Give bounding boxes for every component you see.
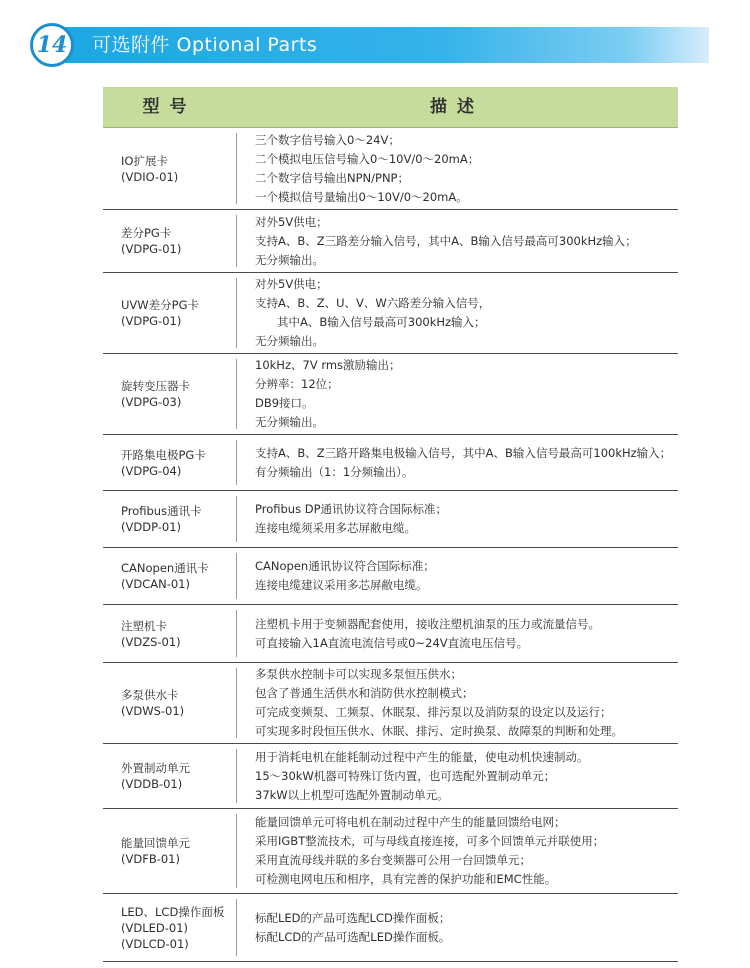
model-code: (VDCAN-01) [121, 577, 190, 591]
model-name: 开路集电极PG卡 [121, 447, 206, 462]
model-name: 注塑机卡 [121, 618, 167, 633]
description-line: 可检测电网电压和相序，具有完善的保护功能和EMC性能。 [255, 872, 557, 886]
model-code: (VDPG-03) [121, 395, 182, 409]
model-cell [103, 663, 236, 743]
table-row [103, 548, 678, 605]
model-code: (VDPG-01) [121, 314, 182, 328]
description-cell [236, 553, 678, 599]
model-code: (VDDP-01) [121, 520, 182, 534]
description-line: 可完成变频泵、工频泵、休眠泵、排污泵以及消防泵的设定以及运行； [255, 705, 612, 719]
description-line: 无分频输出。 [255, 252, 324, 267]
section-title: 可选附件 Optional Parts [92, 34, 318, 56]
description-cell [236, 278, 678, 348]
description-cell [236, 610, 678, 657]
description-line: 包含了普通生活供水和消防供水控制模式； [255, 686, 474, 700]
description-line: 有分频输出（1：1分频输出）。 [255, 464, 414, 479]
model-cell [103, 744, 236, 808]
model-cell [103, 273, 236, 353]
model-cell [103, 894, 236, 961]
description-line: Profibus DP通讯协议符合国际标准； [255, 502, 448, 516]
column-header-description: 描述 [430, 97, 484, 117]
column-header-model: 型号 [142, 97, 197, 117]
model-code: (VDFB-01) [121, 852, 180, 866]
section-header [36, 27, 709, 63]
description-line: 连接电缆建议采用多芯屏敝电缆。 [255, 578, 428, 592]
model-cell [103, 809, 236, 893]
description-line: 对外5V供电； [255, 214, 328, 229]
description-line: 分辨率：12位； [255, 377, 339, 391]
model-code: (VDPG-04) [121, 463, 182, 478]
table-row [103, 354, 678, 435]
table-row [103, 210, 678, 273]
model-name: 多泵供水卡 [121, 688, 179, 702]
model-code: (VDPG-01) [121, 242, 182, 256]
description-cell [236, 814, 678, 888]
description-cell [236, 496, 678, 542]
description-cell [236, 668, 678, 738]
description-line: 用于消耗电机在能耗制动过程中产生的能量，使电动机快速制动。 [255, 749, 589, 764]
description-cell [236, 899, 678, 956]
model-cell [103, 128, 236, 209]
model-name: 能量回馈单元 [121, 836, 190, 850]
optional-parts-table [103, 87, 678, 962]
section-number-badge: 14 [30, 23, 74, 67]
model-cell [103, 210, 236, 272]
description-line: 二个数字信号输出NPN/PNP； [255, 170, 409, 185]
description-line: 支持A、B、Z三路差分输入信号，其中A、B输入信号最高可300kHz输入； [255, 233, 637, 248]
table-row [103, 744, 678, 809]
description-line: 15～30kW机器可特殊订货内置，也可选配外置制动单元； [255, 768, 556, 783]
description-line: DB9接口。 [255, 396, 314, 410]
description-line: 可直接输入1A直流电流信号或0~24V直流电压信号。 [255, 635, 529, 650]
table-row [103, 491, 678, 548]
model-code-secondary: (VDLCD-01) [121, 936, 189, 951]
description-line: 注塑机卡用于变频器配套使用，接收注塑机油泵的压力或流量信号。 [255, 616, 600, 631]
description-line: 无分频输出。 [255, 415, 324, 429]
table-row [103, 605, 678, 663]
description-cell [236, 133, 678, 204]
model-cell [103, 354, 236, 434]
description-line: 采用直流母线并联的多台变频器可公用一台回馈单元； [255, 853, 531, 867]
model-name: IO扩展卡 [121, 153, 168, 168]
model-code: (VDLED-01) [121, 920, 189, 935]
table-row [103, 663, 678, 744]
description-line: 支持A、B、Z三路开路集电极输入信号，其中A、B输入信号最高可100kHz输入； [255, 445, 672, 460]
description-line: CANopen通讯协议符合国际标准； [255, 559, 435, 573]
description-line: 其中A、B输入信号最高可300kHz输入； [277, 315, 486, 329]
description-line: 标配LCD的产品可选配LED操作面板。 [255, 929, 451, 944]
table-row [103, 435, 678, 491]
model-code: (VDDB-01) [121, 777, 183, 791]
model-name: UVW差分PG卡 [121, 298, 200, 312]
description-line: 采用IGBT整流技术，可与母线直接连接，可多个回馈单元并联使用； [255, 834, 605, 848]
table-row [103, 809, 678, 894]
description-line: 对外5V供电； [255, 277, 328, 291]
model-code: (VDWS-01) [121, 704, 185, 718]
description-cell [236, 440, 678, 485]
table-row [103, 128, 678, 210]
description-line: 可实现多时段恒压供水、休眠、排污、定时换泵、故障泵的判断和处理。 [255, 724, 623, 738]
description-line: 一个模拟信号量输出0～10V/0～20mA。 [255, 189, 468, 204]
model-code: (VDZS-01) [121, 634, 181, 649]
model-name: 差分PG卡 [121, 226, 172, 240]
description-line: 无分频输出。 [255, 334, 324, 348]
description-line: 37kW以上机型可选配外置制动单元。 [255, 787, 449, 802]
description-line: 能量回馈单元可将电机在制动过程中产生的能量回馈给电网； [255, 815, 566, 829]
model-cell [103, 605, 236, 662]
model-name: LED、LCD操作面板 [121, 904, 225, 919]
table-row [103, 273, 678, 354]
description-line: 多泵供水控制卡可以实现多泵恒压供水； [255, 667, 462, 681]
description-cell [236, 749, 678, 803]
model-name: 外置制动单元 [121, 761, 190, 775]
description-line: 二个模拟电压信号输入0～10V/0～20mA； [255, 151, 480, 166]
description-line: 标配LED的产品可选配LCD操作面板； [255, 910, 451, 925]
description-line: 支持A、B、Z、U、V、W六路差分输入信号， [255, 296, 491, 310]
model-cell [103, 548, 236, 604]
description-cell [236, 359, 678, 429]
description-cell [236, 215, 678, 267]
model-name: 旋转变压器卡 [121, 379, 190, 393]
description-line: 三个数字信号输入0～24V； [255, 132, 400, 147]
description-line: 连接电缆须采用多芯屏敝电缆。 [255, 521, 416, 535]
model-name: Profibus通讯卡 [121, 504, 202, 518]
model-cell [103, 435, 236, 490]
model-name: CANopen通讯卡 [121, 561, 209, 575]
table-header [103, 87, 678, 128]
model-code: (VDIO-01) [121, 169, 179, 184]
model-cell [103, 491, 236, 547]
table-row [103, 894, 678, 962]
description-line: 10kHz、7V rms激励输出； [255, 358, 401, 372]
